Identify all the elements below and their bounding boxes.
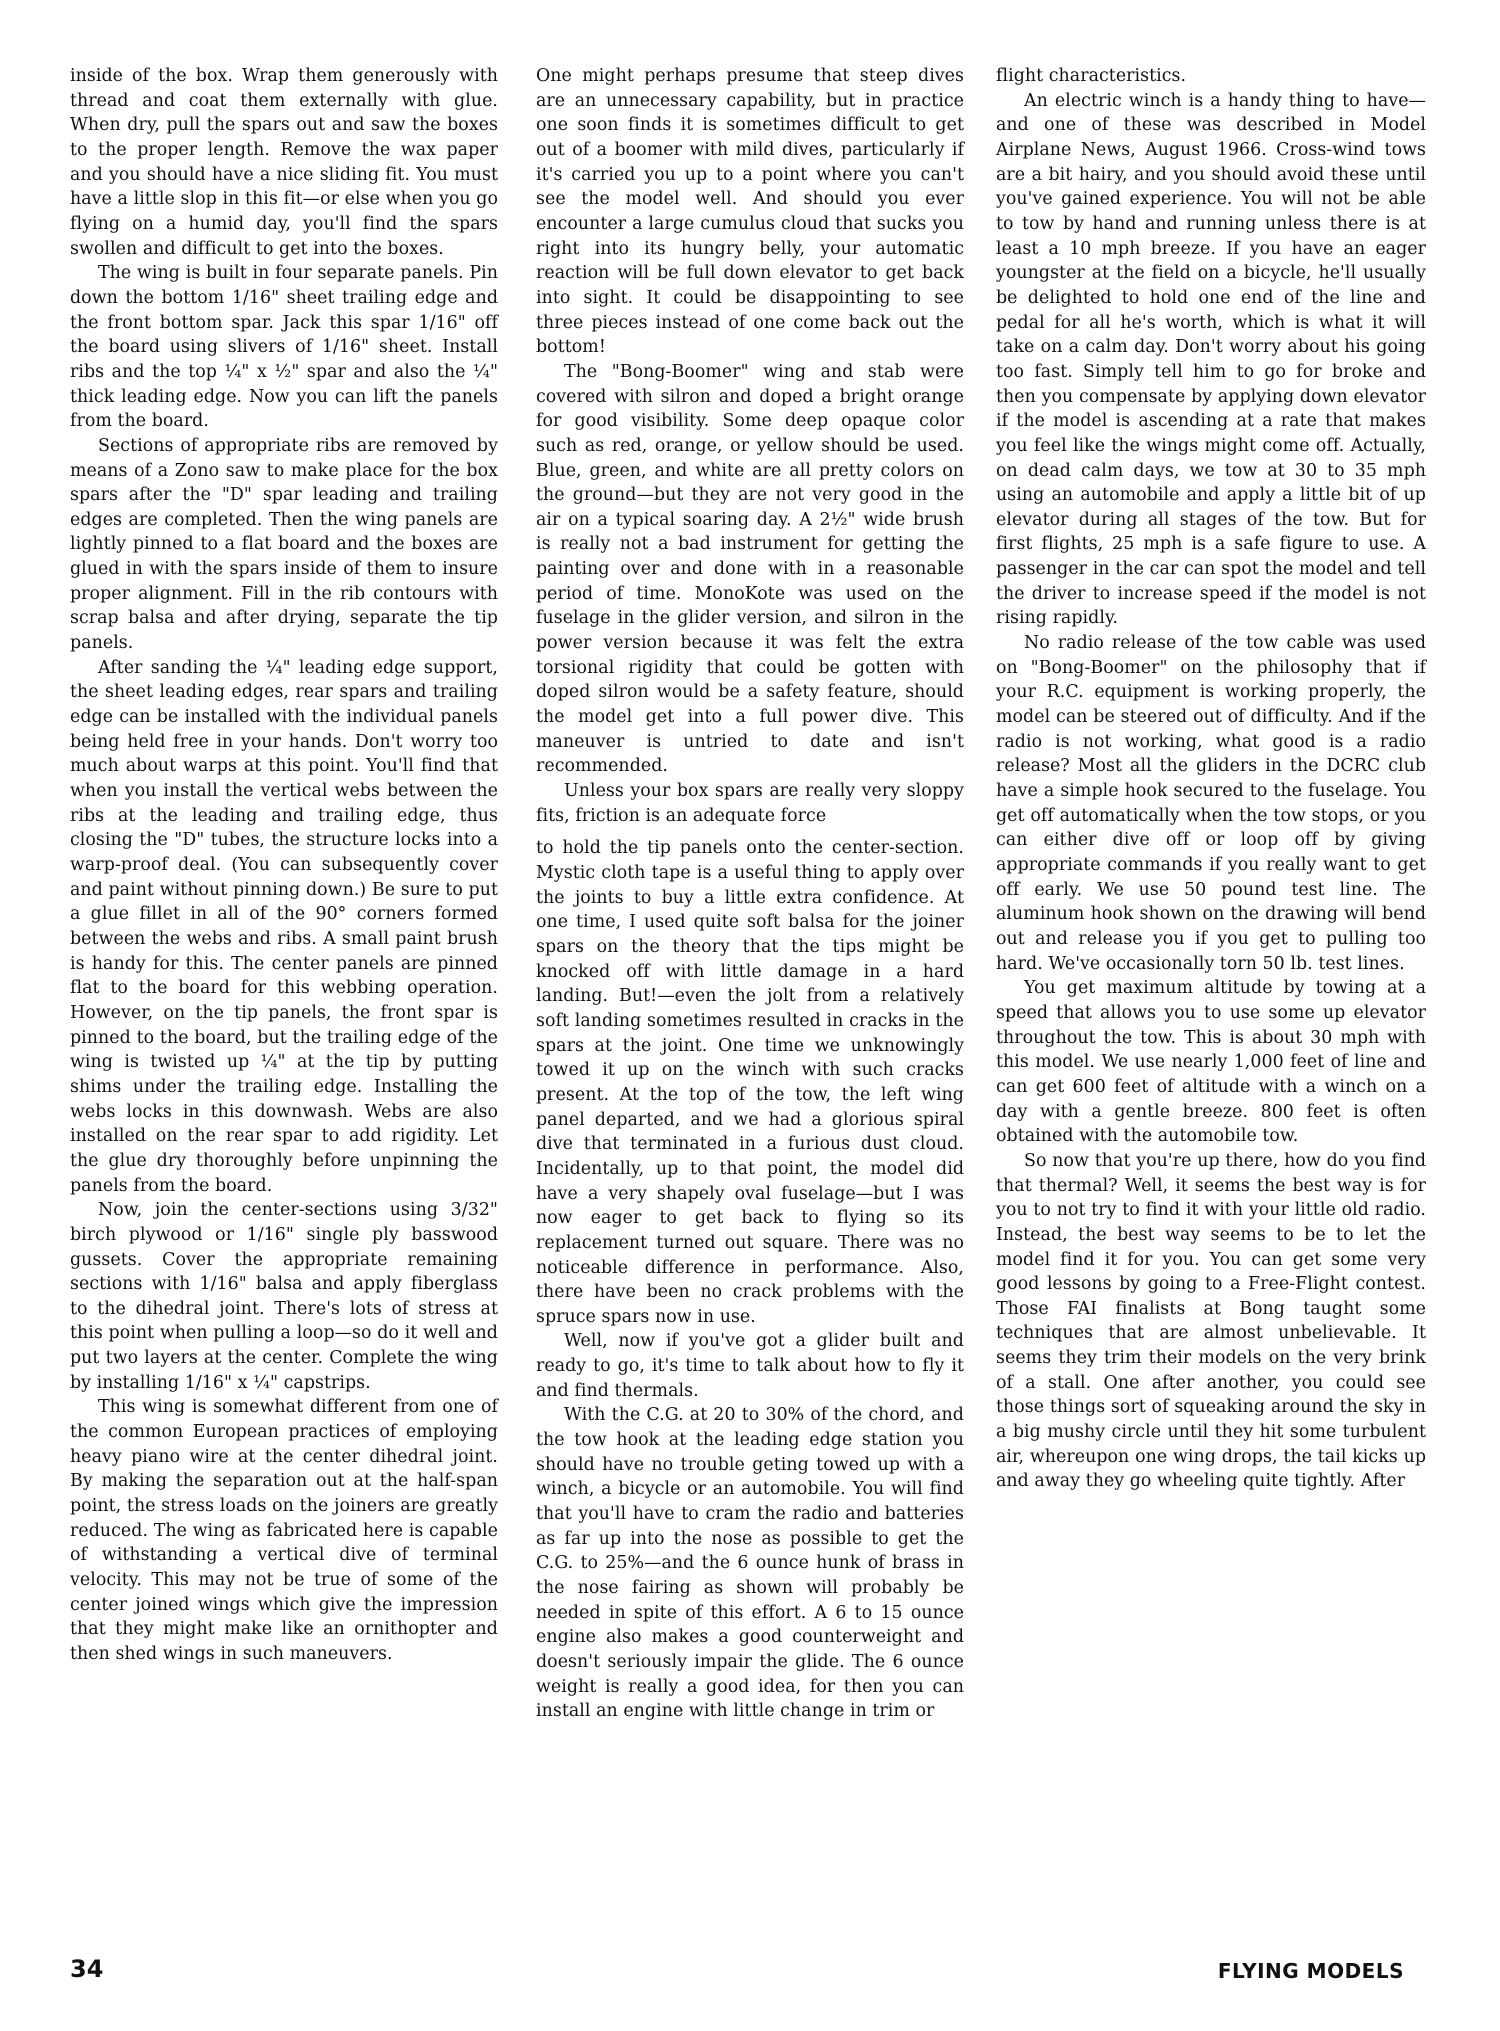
paragraph: flight characteristics. [996,66,1187,86]
paragraph: The wing is built in four separate panels. Pin down the bottom 1/16" sheet trailing edge and the front bottom spar. Jack this spar 1/16" off the board using slivers of 1/16" sheet. Install ribs and the top ¼" x ½" spar and also the ¼" thick leading edge. Now you can lift the panels from the board. [70,263,498,432]
paragraph: Sections of appropriate ribs are removed by means of a Zono saw to make place for the box spars after the "D" spar leading and trailing edges are completed. Then the wing panels are lightly pinned to a flat board and the boxes are glued in with the spars inside of them to insure proper alignment. Fill in the rib contours with scrap balsa and after drying, separate the tip panels. [70,435,498,654]
magazine-title: FLYING MODELS [1217,1959,1404,1983]
paragraph: Now, join the center-sections using 3/32" birch plywood or 1/16" single ply basswood gussets. Cover the appropriate remaining sections with 1/16" balsa and apply fiberglass to the dihedral joint. There's lots of stress at this point when pulling a loop—so do it well and put two layers at the center. Complete the wing by installing 1/16" x ¼" capstrips. [70,1200,498,1393]
paragraph: After sanding the ¼" leading edge support, the sheet leading edges, rear spars and trailing edge can be installed with the individual panels being held free in your hands. Don't worry too much about warps at this point. You'll find that when you install the vertical webs between the ribs at the leading and trailing edge, thus closing the "D" tubes, the structure locks into a warp-proof deal. (You can subsequently cover and paint without pinning down.) Be sure to put a glue fillet in all of the 90° corners formed between the webs and ribs. A small paint brush is handy for this. The center panels are pinned flat to the board for this webbing operation. However, on the tip panels, the front spar is pinned to the board, but the trailing edge of the wing is twisted up ¼" at the tip by putting shims under the trailing edge. Installing the webs locks in this downwash. Webs are also installed on the rear spar to add rigidity. Let the glue dry thoroughly before unpinning the panels from the board. [70,657,498,1196]
paragraph: This wing is somewhat different from one of the common European practices of employing heavy piano wire at the center dihedral joint. By making the separation out at the half-span point, the stress loads on the joiners are greatly reduced. The wing as fabricated here is capable of withstanding a vertical dive of terminal velocity. This may not be true of some of the center joined wings which give the impression that they might make like an ornithopter and then shed wings in such maneuvers. [70,1397,498,1664]
paragraph: One might perhaps presume that steep dives are an unnecessary capability, but in practice one soon finds it is sometimes difficult to get out of a boomer with mild dives, particularly if it's carried you up to a point where you can't see the model well. And should you ever encounter a large cumulus cloud that sucks you right into its hungry belly, your automatic reaction will be full down elevator to get back into sight. It could be disappointing to see three pieces instead of one come back out the bottom! [536,66,964,358]
column-1 [70,64,498,1667]
paragraph: Unless your box spars are really very sloppy fits, friction is an adequate force [536,781,964,826]
paragraph: You get maximum altitude by towing at a speed that allows you to use some up elevator throughout the tow. This is about 30 mph with this model. We use nearly 1,000 feet of line and can get 600 feet of altitude with a winch on a day with a gentle breeze. 800 feet is often obtained with the automobile tow. [996,978,1426,1147]
page-number: 34 [70,1955,104,1983]
paragraph: The "Bong-Boomer" wing and stab were covered with silron and doped a bright orange for good visibility. Some deep opaque color such as red, orange, or yellow should be used. Blue, green, and white are all pretty colors on the ground—but they are not very good in the air on a typical soaring day. A 2½" wide brush is really not a bad instrument for getting the painting over and done with in a reasonable period of time. MonoKote was used on the fuselage in the glider version, and silron in the power version because it was felt the extra torsional rigidity that could be gotten with doped silron would be a safety feature, should the model get into a full power dive. This maneuver is untried to date and isn't recommended. [536,361,964,777]
paragraph: inside of the box. Wrap them generously with thread and coat them externally with glue. When dry, pull the spars out and saw the boxes to the proper length. Remove the wax paper and you should have a nice sliding fit. You must have a little slop in this fit—or else when you go flying on a humid day, you'll find the spars swollen and difficult to get into the boxes. [70,66,498,259]
paragraph: Well, now if you've got a glider built and ready to go, it's time to talk about how to fly it and find thermals. [536,1331,964,1401]
paragraph: So now that you're up there, how do you find that thermal? Well, it seems the best way is for you to not try to find it with your little old radio. Instead, the best way seems to be to let the model find it for you. You can get some very good lessons by going to a Free-Flight contest. Those FAI finalists at Bong taught some techniques that are almost unbelievable. It seems they trim their models on the very brink of a stall. One after another, you could see those things sort of squeaking around the sky in a big mushy circle until they hit some turbulent air, whereupon one wing drops, the tail kicks up and away they go wheeling quite tightly. After [996,1150,1426,1492]
column-3 [996,64,1426,1494]
column-2 [536,64,964,1724]
paragraph: With the C.G. at 20 to 30% of the chord, and the tow hook at the leading edge station you should have no trouble geting towed up with a winch, a bicycle or an automobile. You will find that you'll have to cram the radio and batteries as far up into the nose as possible to get the C.G. to 25%—and the 6 ounce hunk of brass in the nose fairing as shown will probably be needed in spite of this effort. A 6 to 15 ounce engine also makes a good counterweight and doesn't seriously impair the glide. The 6 ounce weight is really a good idea, for then you can install an engine with little change in trim or [536,1405,964,1722]
paragraph: No radio release of the tow cable was used on "Bong-Boomer" on the philosophy that if your R.C. equipment is working properly, the model can be steered out of difficulty. And if the radio is not working, what good is a radio release? Most all the gliders in the DCRC club have a simple hook secured to the fuselage. You get off automatically when the tow stops, or you can either dive off or loop off by giving appropriate commands if you really want to get off early. We use 50 pound test line. The aluminum hook shown on the drawing will bend out and release you if you get to pulling too hard. We've occasionally torn 50 lb. test lines. [996,633,1426,974]
paragraph: An electric winch is a handy thing to have—and one of these was described in Model Airplane News, August 1966. Cross-wind tows are a bit hairy, and you should avoid these until you've gained experience. You will not be able to tow by hand and running unless there is at least a 10 mph breeze. If you have an eager youngster at the field on a bicycle, he'll usually be delighted to hold one end of the line and pedal for all he's worth, which is what it will take on a calm day. Don't worry about his going too fast. Simply tell him to go for broke and then you compensate by applying down elevator if the model is ascending at a rate that makes you feel like the wings might come off. Actually, on dead calm days, we tow at 30 to 35 mph using an automobile and apply a little bit of up elevator during all stages of the tow. But for first flights, 25 mph is a safe figure to use. A passenger in the car can spot the model and tell the driver to increase speed if the model is not rising rapidly. [996,90,1426,629]
paragraph: to hold the tip panels onto the center-section. Mystic cloth tape is a useful thing to apply over the joints to buy a little extra confidence. At one time, I used quite soft balsa for the joiner spars on the theory that the tips might be knocked off with little damage in a hard landing. But!—even the jolt from a relatively soft landing sometimes resulted in cracks in the spars at the joint. One time we unknowingly towed it up on the winch with such cracks present. At the top of the tow, the left wing panel departed, and we had a glorious spiral dive that terminated in a furious dust cloud. Incidentally, up to that point, the model did have a very shapely oval fuselage—but I was now eager to get back to flying so its replacement turned out square. There was no noticeable difference in performance. Also, there have been no crack problems with the spruce spars now in use. [536,838,964,1327]
